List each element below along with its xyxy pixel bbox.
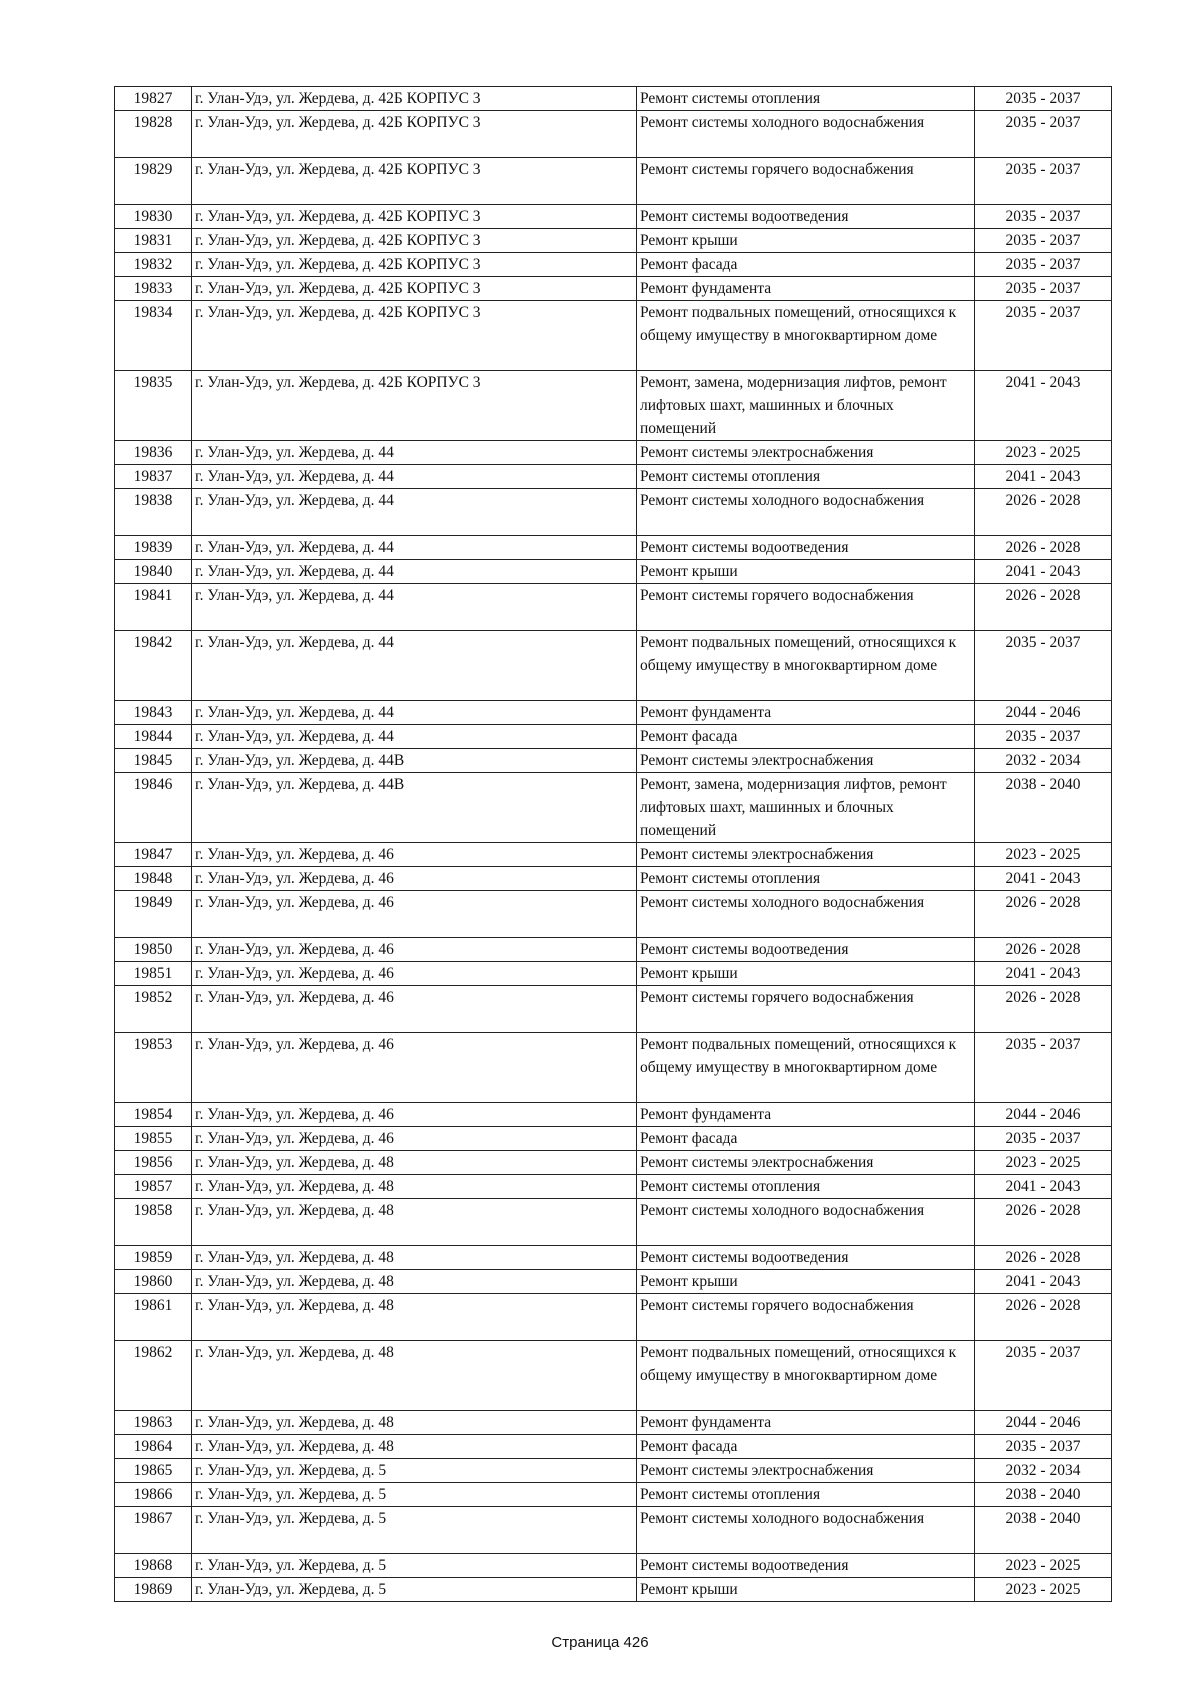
work-type-cell: Ремонт подвальных помещений, относящихся к общему имуществу в многоквартирном доме	[637, 301, 975, 371]
work-type-cell: Ремонт крыши	[637, 229, 975, 253]
table-row	[115, 87, 1112, 111]
work-type-cell: Ремонт подвальных помещений, относящихся к общему имуществу в многоквартирном доме	[637, 631, 975, 701]
address-cell: г. Улан-Удэ, ул. Жердева, д. 46	[192, 962, 637, 986]
row-number-cell: 19831	[115, 229, 192, 253]
table-row	[115, 1459, 1112, 1483]
work-type-cell: Ремонт системы водоотведения	[637, 536, 975, 560]
address-cell: г. Улан-Удэ, ул. Жердева, д. 44	[192, 560, 637, 584]
row-number-cell: 19855	[115, 1127, 192, 1151]
work-type-cell: Ремонт системы горячего водоснабжения	[637, 158, 975, 205]
row-number-cell: 19854	[115, 1103, 192, 1127]
period-cell: 2035 - 2037	[975, 1435, 1112, 1459]
table-row	[115, 441, 1112, 465]
table-row	[115, 1270, 1112, 1294]
work-type-cell: Ремонт системы водоотведения	[637, 1554, 975, 1578]
table-row	[115, 301, 1112, 371]
row-number-cell: 19840	[115, 560, 192, 584]
address-cell: г. Улан-Удэ, ул. Жердева, д. 46	[192, 1033, 637, 1103]
address-cell: г. Улан-Удэ, ул. Жердева, д. 44В	[192, 749, 637, 773]
address-cell: г. Улан-Удэ, ул. Жердева, д. 5	[192, 1554, 637, 1578]
table-row	[115, 1578, 1112, 1602]
row-number-cell: 19869	[115, 1578, 192, 1602]
row-number-cell: 19858	[115, 1199, 192, 1246]
period-cell: 2041 - 2043	[975, 1175, 1112, 1199]
row-number-cell: 19853	[115, 1033, 192, 1103]
address-cell: г. Улан-Удэ, ул. Жердева, д. 42Б КОРПУС 3	[192, 205, 637, 229]
row-number-cell: 19861	[115, 1294, 192, 1341]
period-cell: 2023 - 2025	[975, 1554, 1112, 1578]
period-cell: 2026 - 2028	[975, 489, 1112, 536]
address-cell: г. Улан-Удэ, ул. Жердева, д. 46	[192, 1127, 637, 1151]
work-type-cell: Ремонт фасада	[637, 1127, 975, 1151]
address-cell: г. Улан-Удэ, ул. Жердева, д. 48	[192, 1199, 637, 1246]
table-row	[115, 111, 1112, 158]
table-row	[115, 229, 1112, 253]
address-cell: г. Улан-Удэ, ул. Жердева, д. 44	[192, 441, 637, 465]
address-cell: г. Улан-Удэ, ул. Жердева, д. 48	[192, 1151, 637, 1175]
period-cell: 2044 - 2046	[975, 1103, 1112, 1127]
row-number-cell: 19827	[115, 87, 192, 111]
row-number-cell: 19852	[115, 986, 192, 1033]
row-number-cell: 19857	[115, 1175, 192, 1199]
row-number-cell: 19838	[115, 489, 192, 536]
address-cell: г. Улан-Удэ, ул. Жердева, д. 42Б КОРПУС 3	[192, 253, 637, 277]
row-number-cell: 19848	[115, 867, 192, 891]
period-cell: 2044 - 2046	[975, 1411, 1112, 1435]
period-cell: 2023 - 2025	[975, 843, 1112, 867]
work-type-cell: Ремонт системы электроснабжения	[637, 441, 975, 465]
table-row	[115, 1554, 1112, 1578]
address-cell: г. Улан-Удэ, ул. Жердева, д. 42Б КОРПУС 3	[192, 277, 637, 301]
address-cell: г. Улан-Удэ, ул. Жердева, д. 46	[192, 891, 637, 938]
period-cell: 2044 - 2046	[975, 701, 1112, 725]
address-cell: г. Улан-Удэ, ул. Жердева, д. 48	[192, 1435, 637, 1459]
work-type-cell: Ремонт фундамента	[637, 1103, 975, 1127]
table-row	[115, 891, 1112, 938]
table-row	[115, 536, 1112, 560]
work-type-cell: Ремонт системы водоотведения	[637, 1246, 975, 1270]
work-type-cell: Ремонт системы отопления	[637, 87, 975, 111]
table-row	[115, 986, 1112, 1033]
address-cell: г. Улан-Удэ, ул. Жердева, д. 42Б КОРПУС 3	[192, 371, 637, 441]
row-number-cell: 19847	[115, 843, 192, 867]
work-type-cell: Ремонт системы отопления	[637, 1175, 975, 1199]
period-cell: 2026 - 2028	[975, 1294, 1112, 1341]
row-number-cell: 19849	[115, 891, 192, 938]
table-row	[115, 1033, 1112, 1103]
row-number-cell: 19842	[115, 631, 192, 701]
work-type-cell: Ремонт системы отопления	[637, 867, 975, 891]
table-row	[115, 1294, 1112, 1341]
period-cell: 2041 - 2043	[975, 560, 1112, 584]
address-cell: г. Улан-Удэ, ул. Жердева, д. 48	[192, 1175, 637, 1199]
work-type-cell: Ремонт системы горячего водоснабжения	[637, 584, 975, 631]
period-cell: 2041 - 2043	[975, 371, 1112, 441]
row-number-cell: 19851	[115, 962, 192, 986]
work-type-cell: Ремонт системы холодного водоснабжения	[637, 891, 975, 938]
work-type-cell: Ремонт системы холодного водоснабжения	[637, 489, 975, 536]
period-cell: 2035 - 2037	[975, 229, 1112, 253]
period-cell: 2035 - 2037	[975, 725, 1112, 749]
row-number-cell: 19864	[115, 1435, 192, 1459]
period-cell: 2026 - 2028	[975, 584, 1112, 631]
period-cell: 2035 - 2037	[975, 158, 1112, 205]
row-number-cell: 19843	[115, 701, 192, 725]
row-number-cell: 19835	[115, 371, 192, 441]
work-type-cell: Ремонт системы электроснабжения	[637, 843, 975, 867]
table-row	[115, 205, 1112, 229]
address-cell: г. Улан-Удэ, ул. Жердева, д. 42Б КОРПУС 3	[192, 111, 637, 158]
period-cell: 2026 - 2028	[975, 536, 1112, 560]
period-cell: 2023 - 2025	[975, 1151, 1112, 1175]
work-type-cell: Ремонт крыши	[637, 560, 975, 584]
row-number-cell: 19860	[115, 1270, 192, 1294]
table-row	[115, 962, 1112, 986]
work-type-cell: Ремонт системы водоотведения	[637, 938, 975, 962]
period-cell: 2023 - 2025	[975, 1578, 1112, 1602]
period-cell: 2035 - 2037	[975, 1033, 1112, 1103]
table-row	[115, 1246, 1112, 1270]
row-number-cell: 19866	[115, 1483, 192, 1507]
period-cell: 2032 - 2034	[975, 749, 1112, 773]
table-row	[115, 371, 1112, 441]
address-cell: г. Улан-Удэ, ул. Жердева, д. 5	[192, 1459, 637, 1483]
table-row	[115, 1341, 1112, 1411]
table-row	[115, 631, 1112, 701]
address-cell: г. Улан-Удэ, ул. Жердева, д. 48	[192, 1341, 637, 1411]
work-type-cell: Ремонт фасада	[637, 253, 975, 277]
table-row	[115, 1151, 1112, 1175]
table-row	[115, 277, 1112, 301]
table-row	[115, 584, 1112, 631]
address-cell: г. Улан-Удэ, ул. Жердева, д. 42Б КОРПУС 3	[192, 87, 637, 111]
row-number-cell: 19828	[115, 111, 192, 158]
table-row	[115, 253, 1112, 277]
row-number-cell: 19867	[115, 1507, 192, 1554]
work-type-cell: Ремонт крыши	[637, 1578, 975, 1602]
address-cell: г. Улан-Удэ, ул. Жердева, д. 46	[192, 938, 637, 962]
row-number-cell: 19862	[115, 1341, 192, 1411]
work-type-cell: Ремонт фундамента	[637, 1411, 975, 1435]
work-type-cell: Ремонт системы отопления	[637, 1483, 975, 1507]
period-cell: 2035 - 2037	[975, 1341, 1112, 1411]
table-row	[115, 489, 1112, 536]
period-cell: 2026 - 2028	[975, 986, 1112, 1033]
table-row	[115, 1103, 1112, 1127]
work-type-cell: Ремонт системы холодного водоснабжения	[637, 1199, 975, 1246]
work-type-cell: Ремонт системы холодного водоснабжения	[637, 111, 975, 158]
period-cell: 2041 - 2043	[975, 465, 1112, 489]
work-type-cell: Ремонт крыши	[637, 1270, 975, 1294]
row-number-cell: 19856	[115, 1151, 192, 1175]
period-cell: 2026 - 2028	[975, 891, 1112, 938]
work-type-cell: Ремонт системы горячего водоснабжения	[637, 986, 975, 1033]
work-type-cell: Ремонт системы отопления	[637, 465, 975, 489]
row-number-cell: 19859	[115, 1246, 192, 1270]
period-cell: 2041 - 2043	[975, 962, 1112, 986]
work-type-cell: Ремонт, замена, модернизация лифтов, ремонт лифтовых шахт, машинных и блочных помещений	[637, 371, 975, 441]
work-type-cell: Ремонт подвальных помещений, относящихся к общему имуществу в многоквартирном доме	[637, 1341, 975, 1411]
address-cell: г. Улан-Удэ, ул. Жердева, д. 46	[192, 843, 637, 867]
address-cell: г. Улан-Удэ, ул. Жердева, д. 5	[192, 1483, 637, 1507]
address-cell: г. Улан-Удэ, ул. Жердева, д. 44	[192, 489, 637, 536]
row-number-cell: 19845	[115, 749, 192, 773]
period-cell: 2035 - 2037	[975, 277, 1112, 301]
address-cell: г. Улан-Удэ, ул. Жердева, д. 44	[192, 725, 637, 749]
table-row	[115, 701, 1112, 725]
period-cell: 2038 - 2040	[975, 773, 1112, 843]
table-row	[115, 1435, 1112, 1459]
table-row	[115, 1127, 1112, 1151]
period-cell: 2041 - 2043	[975, 867, 1112, 891]
table-row	[115, 749, 1112, 773]
row-number-cell: 19868	[115, 1554, 192, 1578]
period-cell: 2035 - 2037	[975, 631, 1112, 701]
address-cell: г. Улан-Удэ, ул. Жердева, д. 42Б КОРПУС 3	[192, 158, 637, 205]
repair-schedule-table	[114, 86, 1112, 1602]
row-number-cell: 19865	[115, 1459, 192, 1483]
address-cell: г. Улан-Удэ, ул. Жердева, д. 44	[192, 465, 637, 489]
page-number: Страница 426	[551, 1634, 649, 1651]
work-type-cell: Ремонт системы водоотведения	[637, 205, 975, 229]
address-cell: г. Улан-Удэ, ул. Жердева, д. 44	[192, 584, 637, 631]
period-cell: 2038 - 2040	[975, 1483, 1112, 1507]
period-cell: 2026 - 2028	[975, 1246, 1112, 1270]
work-type-cell: Ремонт, замена, модернизация лифтов, ремонт лифтовых шахт, машинных и блочных помещений	[637, 773, 975, 843]
table-row	[115, 158, 1112, 205]
period-cell: 2038 - 2040	[975, 1507, 1112, 1554]
work-type-cell: Ремонт системы электроснабжения	[637, 1151, 975, 1175]
period-cell: 2023 - 2025	[975, 441, 1112, 465]
row-number-cell: 19839	[115, 536, 192, 560]
address-cell: г. Улан-Удэ, ул. Жердева, д. 5	[192, 1578, 637, 1602]
table-row	[115, 1483, 1112, 1507]
work-type-cell: Ремонт фасада	[637, 725, 975, 749]
address-cell: г. Улан-Удэ, ул. Жердева, д. 46	[192, 1103, 637, 1127]
work-type-cell: Ремонт крыши	[637, 962, 975, 986]
address-cell: г. Улан-Удэ, ул. Жердева, д. 44	[192, 701, 637, 725]
table-row	[115, 1175, 1112, 1199]
period-cell: 2041 - 2043	[975, 1270, 1112, 1294]
period-cell: 2026 - 2028	[975, 938, 1112, 962]
row-number-cell: 19830	[115, 205, 192, 229]
table-row	[115, 938, 1112, 962]
row-number-cell: 19846	[115, 773, 192, 843]
period-cell: 2035 - 2037	[975, 87, 1112, 111]
row-number-cell: 19834	[115, 301, 192, 371]
table-row	[115, 725, 1112, 749]
table-row	[115, 560, 1112, 584]
work-type-cell: Ремонт системы горячего водоснабжения	[637, 1294, 975, 1341]
address-cell: г. Улан-Удэ, ул. Жердева, д. 48	[192, 1411, 637, 1435]
period-cell: 2032 - 2034	[975, 1459, 1112, 1483]
row-number-cell: 19832	[115, 253, 192, 277]
address-cell: г. Улан-Удэ, ул. Жердева, д. 48	[192, 1270, 637, 1294]
address-cell: г. Улан-Удэ, ул. Жердева, д. 48	[192, 1246, 637, 1270]
address-cell: г. Улан-Удэ, ул. Жердева, д. 48	[192, 1294, 637, 1341]
row-number-cell: 19850	[115, 938, 192, 962]
row-number-cell: 19863	[115, 1411, 192, 1435]
address-cell: г. Улан-Удэ, ул. Жердева, д. 44В	[192, 773, 637, 843]
table-row	[115, 1411, 1112, 1435]
address-cell: г. Улан-Удэ, ул. Жердева, д. 46	[192, 867, 637, 891]
period-cell: 2035 - 2037	[975, 1127, 1112, 1151]
period-cell: 2026 - 2028	[975, 1199, 1112, 1246]
table-row	[115, 773, 1112, 843]
address-cell: г. Улан-Удэ, ул. Жердева, д. 5	[192, 1507, 637, 1554]
table-body	[115, 87, 1112, 1602]
work-type-cell: Ремонт фундамента	[637, 701, 975, 725]
table-row	[115, 1199, 1112, 1246]
period-cell: 2035 - 2037	[975, 301, 1112, 371]
table-row	[115, 1507, 1112, 1554]
row-number-cell: 19836	[115, 441, 192, 465]
row-number-cell: 19844	[115, 725, 192, 749]
work-type-cell: Ремонт системы холодного водоснабжения	[637, 1507, 975, 1554]
work-type-cell: Ремонт системы электроснабжения	[637, 1459, 975, 1483]
work-type-cell: Ремонт фундамента	[637, 277, 975, 301]
work-type-cell: Ремонт подвальных помещений, относящихся к общему имуществу в многоквартирном доме	[637, 1033, 975, 1103]
period-cell: 2035 - 2037	[975, 111, 1112, 158]
row-number-cell: 19833	[115, 277, 192, 301]
address-cell: г. Улан-Удэ, ул. Жердева, д. 42Б КОРПУС 3	[192, 229, 637, 253]
work-type-cell: Ремонт фасада	[637, 1435, 975, 1459]
table-row	[115, 867, 1112, 891]
address-cell: г. Улан-Удэ, ул. Жердева, д. 46	[192, 986, 637, 1033]
table-row	[115, 843, 1112, 867]
address-cell: г. Улан-Удэ, ул. Жердева, д. 44	[192, 536, 637, 560]
row-number-cell: 19841	[115, 584, 192, 631]
table-row	[115, 465, 1112, 489]
address-cell: г. Улан-Удэ, ул. Жердева, д. 42Б КОРПУС 3	[192, 301, 637, 371]
work-type-cell: Ремонт системы электроснабжения	[637, 749, 975, 773]
address-cell: г. Улан-Удэ, ул. Жердева, д. 44	[192, 631, 637, 701]
period-cell: 2035 - 2037	[975, 205, 1112, 229]
period-cell: 2035 - 2037	[975, 253, 1112, 277]
row-number-cell: 19829	[115, 158, 192, 205]
row-number-cell: 19837	[115, 465, 192, 489]
